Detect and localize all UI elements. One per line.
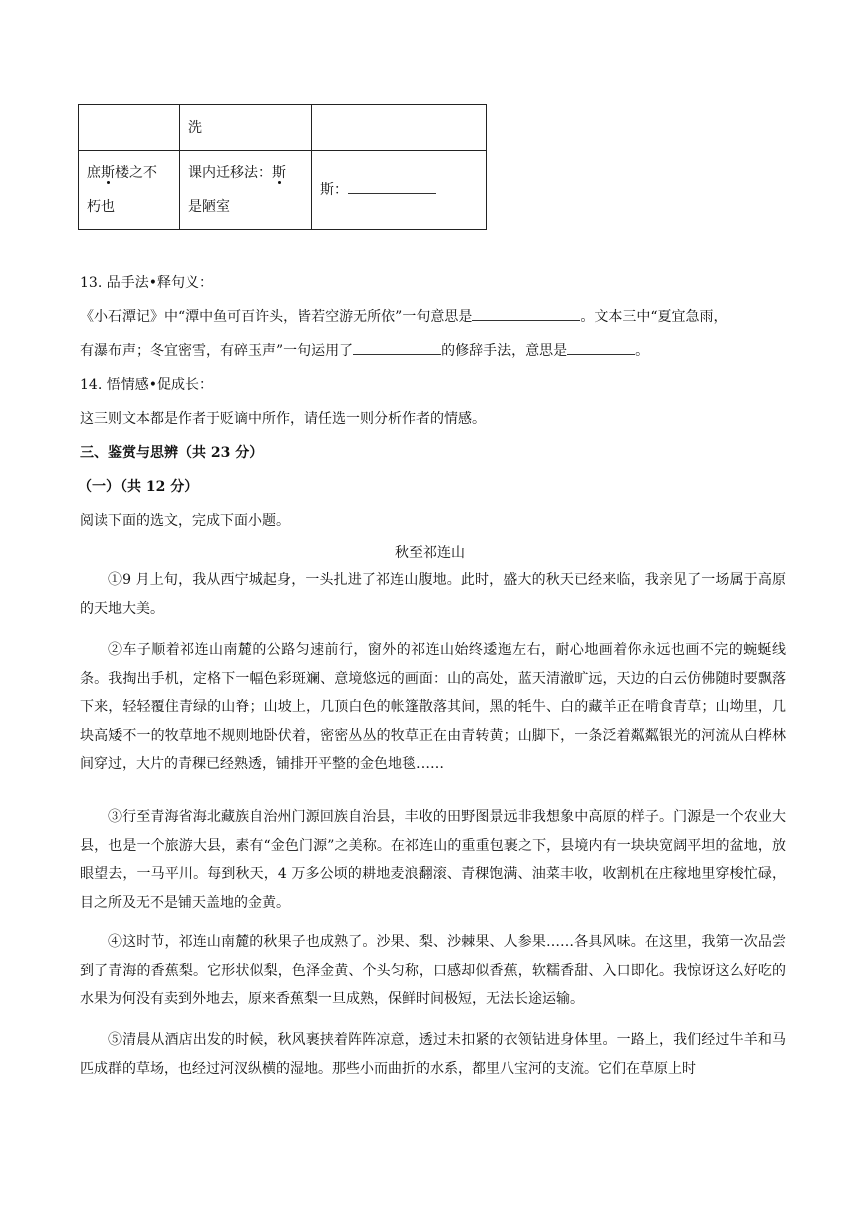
table-row [79, 105, 487, 151]
answer-blank[interactable] [348, 179, 436, 194]
vocabulary-table [78, 104, 487, 230]
table-cell [79, 151, 180, 230]
answer-blank[interactable] [567, 340, 635, 355]
table-cell [312, 151, 487, 230]
emphasis-char: 斯 [101, 165, 115, 181]
q13-text: 有瀑布声；冬宜密雪，有碎玉声”一句运用了 [80, 343, 354, 359]
q13-text: 。文本三中“夏宜急雨， [580, 309, 728, 325]
table-cell [79, 105, 180, 151]
question-13-line-1 [80, 306, 728, 326]
paragraph-4: ④这时节，祁连山南麓的秋果子也成熟了。沙果、梨、沙棘果、人参果……各具风味。在这里，我第一次品尝到了青海的香蕉梨。它形状似梨，色泽金黄、个头匀称，口感却似香蕉，软糯香甜、入口即化。我惊讶这么好吃的水果为何没有卖到外地去，原来香蕉梨一旦成熟，保鲜时间极短，无法长途运输。 [80, 934, 786, 1007]
subsection-heading: （一）（共 12 分） [78, 479, 199, 495]
q13-text: 的修辞手法，意思是 [441, 343, 568, 359]
paragraph-2: ②车子顺着祁连山南麓的公路匀速前行，窗外的祁连山始终逶迤左右，耐心地画着你永远也画不完的蜿蜒线条。我掏出手机，定格下一幅色彩斑斓、意境悠远的画面：山的高处，蓝天清澈旷远，天边的白云仿佛随时要飘落下来，轻轻覆住青绿的山脊；山坡上，几顶白色的帐篷散落其间，黑的牦牛、白的藏羊正在啃食青草；山坳里，几块高矮不一的牧草地不规则地卧伏着，密密丛丛的牧草正在由青转黄；山脚下，一条泛着粼粼银光的河流从白桦林间穿过，大片的青稞已经熟透，铺排开平整的金色地毯…… [80, 642, 786, 772]
emphasis-char: 斯 [272, 165, 286, 181]
paragraph-3: ③行至青海省海北藏族自治州门源回族自治县，丰收的田野图景远非我想象中高原的样子。门源是一个农业大县，也是一个旅游大县，素有“金色门源”之美称。在祁连山的重重包裹之下，县境内有一块块宽阔平坦的盆地，放眼望去，一马平川。每到秋天，4 万多公顷的耕地麦浪翻滚、青稞饱满、油菜丰收，收割机在庄稼地里穿梭忙碌，目之所及无不是铺天盖地的金黄。 [80, 809, 786, 911]
section-heading: 三、鉴赏与思辨（共 23 分） [80, 445, 264, 461]
table-row [79, 151, 487, 230]
table-cell: 洗 [180, 105, 312, 151]
q13-text: 《小石潭记》中“潭中鱼可百许头，皆若空游无所依”一句意思是 [80, 309, 473, 325]
table-cell [312, 105, 487, 151]
question-13-line-2 [80, 340, 649, 360]
cell-text: 楼之不 [115, 165, 157, 181]
answer-blank[interactable] [353, 340, 441, 355]
q13-text: 。 [635, 343, 650, 359]
question-14-text: 这三则文本都是作者于贬谪中所作，请任选一则分析作者的情感。 [80, 411, 486, 427]
cell-text: 斯： [320, 182, 348, 198]
cell-text: 庶 [87, 165, 101, 181]
table-cell [180, 151, 312, 230]
instruction-text: 阅读下面的选文，完成下面小题。 [80, 513, 290, 529]
cell-text: 课内迁移法： [188, 165, 272, 181]
paragraph-5: ⑤清晨从酒店出发的时候，秋风裹挟着阵阵凉意，透过未扣紧的衣领钻进身体里。一路上，我们经过牛羊和马匹成群的草场，也经过河汊纵横的湿地。那些小而曲折的水系，都里八宝河的支流。它们在草原上时 [80, 1032, 786, 1077]
cell-text: 是陋室 [188, 199, 230, 215]
answer-blank[interactable] [472, 306, 580, 321]
question-13-heading: 13. 品手法•释句义： [80, 275, 213, 291]
article-title: 秋至祁连山 [395, 545, 465, 561]
question-14-heading: 14. 悟情感•促成长： [80, 377, 213, 393]
paragraph-1: ①9 月上旬，我从西宁城起身，一头扎进了祁连山腹地。此时，盛大的秋天已经来临，我亲见了一场属于高原的天地大美。 [80, 572, 786, 617]
cell-text: 朽也 [87, 199, 115, 215]
